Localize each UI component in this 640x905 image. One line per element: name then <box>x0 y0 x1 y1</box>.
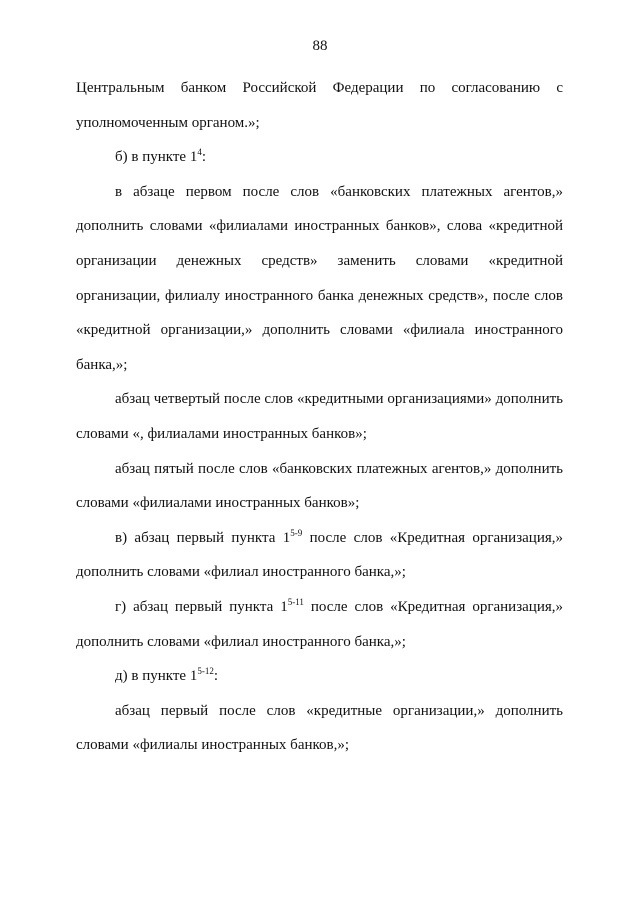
paragraph-text: в абзаце первом после слов «банковских платежных агентов,» дополнить словами «филиалами иностранных банков», слова «кредитной организации денежных средств» заменить словами «кредитной организации, филиалу иностранного банка денежных средств», после слов «кредитной организации,» дополнить словами «филиала иностранного банка,»; <box>76 183 563 373</box>
paragraph-item-d <box>76 659 563 694</box>
superscript: 5-11 <box>287 596 304 607</box>
paragraph-text: : <box>213 668 218 685</box>
paragraph-text: абзац пятый после слов «банковских платежных агентов,» дополнить словами «филиалами иностранных банков»; <box>76 460 563 512</box>
paragraph-item-b <box>76 140 563 175</box>
paragraph-abzac-fourth <box>76 382 563 451</box>
paragraph-text: после слов «Кредитная организация,» дополнить словами «филиал иностранного банка,»; <box>76 598 563 650</box>
superscript: 5-9 <box>290 527 303 538</box>
document-body <box>76 71 563 763</box>
paragraph-text: абзац четвертый после слов «кредитными организациями» дополнить словами «, филиалами иностранных банков»; <box>76 391 563 442</box>
paragraph-text: в) абзац первый пункта 1 <box>115 529 291 546</box>
superscript: 4 <box>197 147 202 158</box>
paragraph-item-v <box>76 521 563 590</box>
paragraph-abzac-first-d <box>76 694 563 763</box>
page-number: 88 <box>312 38 328 54</box>
paragraph-text: абзац первый после слов «кредитные организации,» дополнить словами «филиалы иностранных банков,»; <box>76 702 563 754</box>
paragraph-continuation <box>76 71 563 140</box>
paragraph-text: Центральным банком Российской Федерации по согласованию с уполномоченным органом.»; <box>76 80 563 131</box>
paragraph-abzac-first <box>76 175 563 383</box>
paragraph-text: после слов «Кредитная организация,» дополнить словами «филиал иностранного банка,»; <box>76 529 563 581</box>
paragraph-text: б) в пункте 1 <box>115 149 198 166</box>
paragraph-text: г) абзац первый пункта 1 <box>115 598 288 615</box>
paragraph-item-g <box>76 590 563 659</box>
superscript: 5-12 <box>197 666 214 677</box>
paragraph-text: д) в пункте 1 <box>115 668 198 685</box>
paragraph-abzac-fifth <box>76 452 563 521</box>
paragraph-text: : <box>201 149 206 166</box>
